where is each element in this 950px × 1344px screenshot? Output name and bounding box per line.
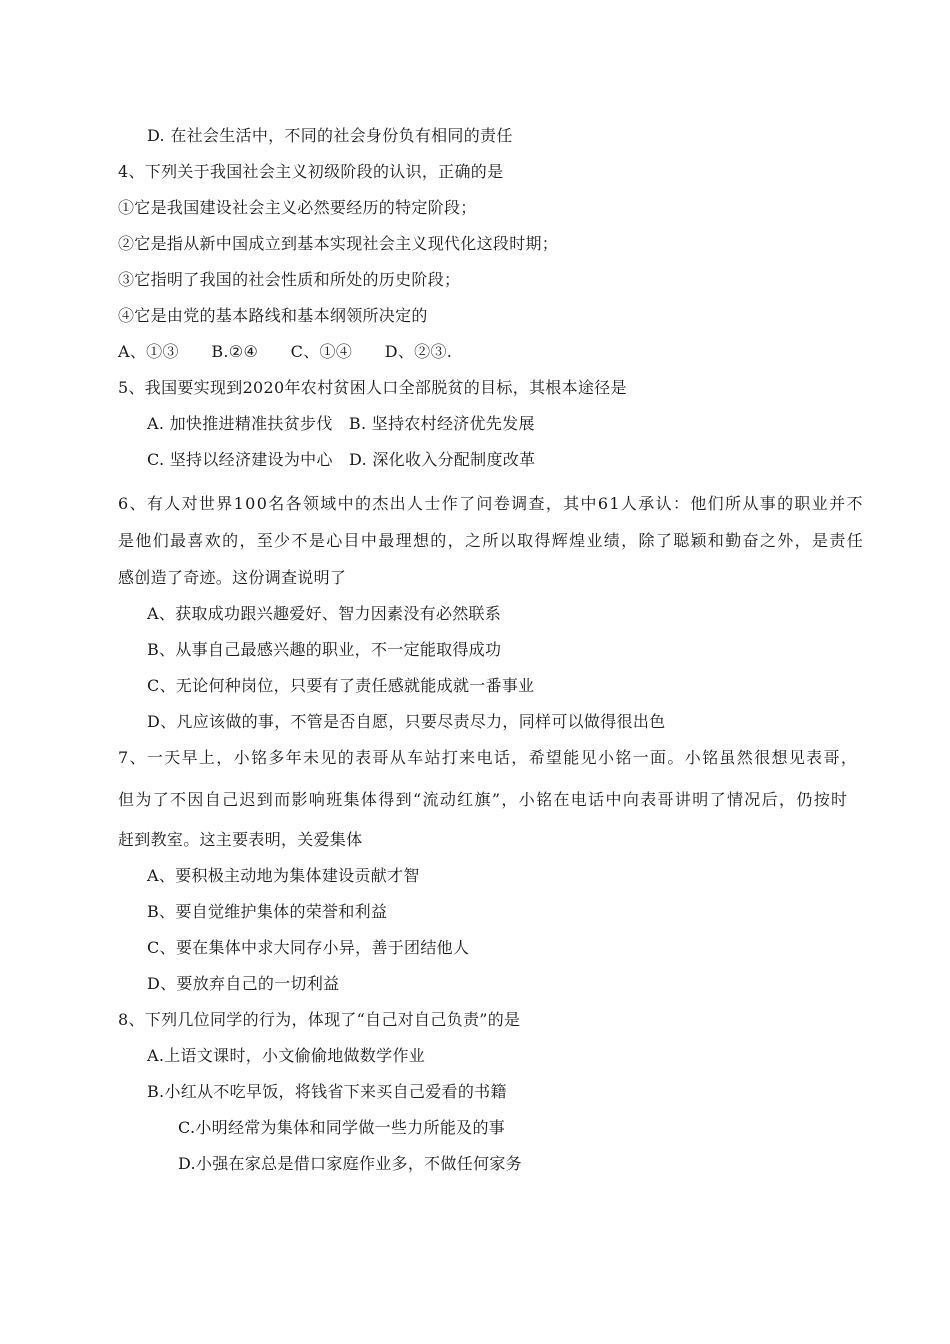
q6-stem-line-2: 是他们最喜欢的，至少不是心目中最理想的，之所以取得辉煌业绩，除了聪颖和勤奋之外，是责任 (118, 531, 865, 550)
q6-option-a: A、获取成功跟兴趣爱好、智力因素没有必然联系 (147, 604, 502, 623)
q6-option-c: C、无论何种岗位，只要有了责任感就能成就一番事业 (147, 676, 535, 695)
q7-option-b: B、要自觉维护集体的荣誉和利益 (147, 902, 388, 921)
q8-option-a: A.上语文课时，小文偷偷地做数学作业 (147, 1046, 426, 1065)
q7-stem-line-3: 赶到教室。这主要表明，关爱集体 (118, 830, 363, 849)
q5-stem: 5、我国要实现到2020年农村贫困人口全部脱贫的目标，其根本途径是 (118, 378, 627, 397)
q4-statement-3: ③它指明了我国的社会性质和所处的历史阶段； (118, 270, 461, 289)
q7-stem-line-2: 但为了不因自己迟到而影响班集体得到“流动红旗”，小铭在电话中向表哥讲明了情况后，仍按时 (118, 790, 849, 809)
q7-option-a: A、要积极主动地为集体建设贡献才智 (147, 866, 420, 885)
q8-stem: 8、下列几位同学的行为，体现了“自己对自己负责”的是 (118, 1010, 521, 1029)
q5-options-cd: C. 坚持以经济建设为中心 D. 深化收入分配制度改革 (147, 450, 536, 469)
q4-statement-4: ④它是由党的基本路线和基本纲领所决定的 (118, 306, 428, 325)
q6-option-b: B、从事自己最感兴趣的职业，不一定能取得成功 (147, 640, 502, 659)
q8-option-c: C.小明经常为集体和同学做一些力所能及的事 (178, 1118, 506, 1137)
q6-stem-line-1: 6、有人对世界100名各领域中的杰出人士作了问卷调查，其中61人承认：他们所从事的职业并不 (118, 494, 864, 513)
q7-option-c: C、要在集体中求大同存小异，善于团结他人 (147, 938, 470, 957)
q8-option-b: B.小红从不吃早饭，将钱省下来买自己爱看的书籍 (147, 1082, 507, 1101)
q4-statement-1: ①它是我国建设社会主义必然要经历的特定阶段； (118, 198, 477, 217)
q4-statement-2: ②它是指从新中国成立到基本实现社会主义现代化这段时期； (118, 234, 559, 253)
q4-options: A、①③ B.②④ C、①④ D、②③. (118, 342, 453, 361)
q4-stem: 4、下列关于我国社会主义初级阶段的认识，正确的是 (118, 162, 504, 181)
q6-option-d: D、凡应该做的事，不管是否自愿，只要尽责尽力，同样可以做得很出色 (147, 712, 666, 731)
q5-options-ab: A. 加快推进精准扶贫步伐 B. 坚持农村经济优先发展 (147, 414, 535, 433)
q7-option-d: D、要放弃自己的一切利益 (147, 974, 340, 993)
q3-option-d: D. 在社会生活中，不同的社会身份负有相同的责任 (147, 126, 513, 145)
q8-option-d: D.小强在家总是借口家庭作业多，不做任何家务 (178, 1154, 522, 1173)
q6-stem-line-3: 感创造了奇迹。这份调查说明了 (118, 568, 347, 587)
q7-stem-line-1: 7、一天早上，小铭多年未见的表哥从车站打来电话，希望能见小铭一面。小铭虽然很想见表哥， (118, 748, 859, 767)
